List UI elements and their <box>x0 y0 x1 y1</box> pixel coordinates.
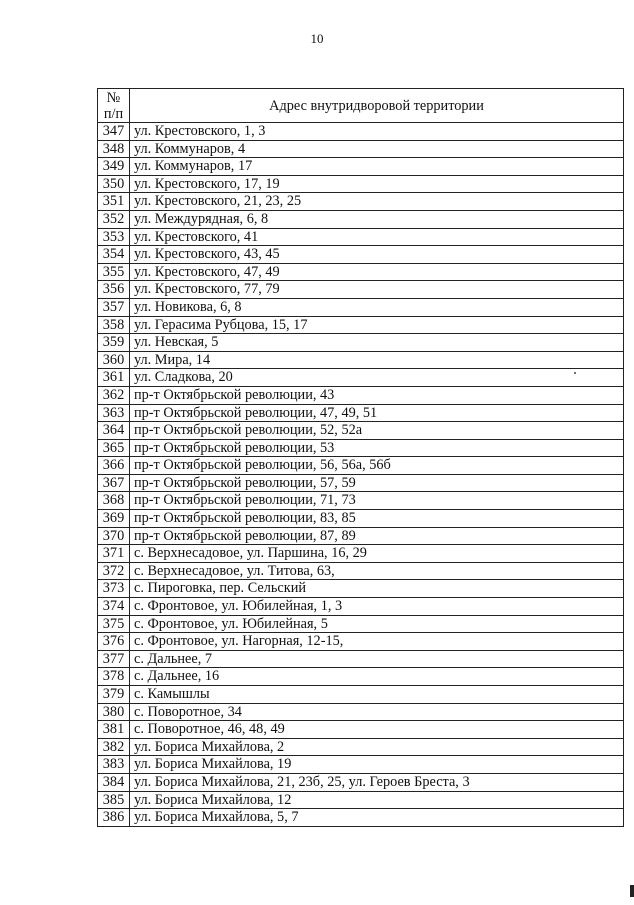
row-address: ул. Бориса Михайлова, 12 <box>130 791 624 809</box>
row-address: с. Фронтовое, ул. Нагорная, 12-15, <box>130 633 624 651</box>
row-number: 354 <box>98 246 130 264</box>
header-address: Адрес внутридворовой территории <box>130 89 624 123</box>
row-number: 378 <box>98 668 130 686</box>
row-address: пр-т Октябрьской революции, 71, 73 <box>130 492 624 510</box>
table-row <box>98 562 624 580</box>
row-number: 352 <box>98 210 130 228</box>
header-number <box>98 89 130 123</box>
table-row <box>98 615 624 633</box>
table-row <box>98 633 624 651</box>
row-address: ул. Крестовского, 17, 19 <box>130 175 624 193</box>
table-row <box>98 686 624 704</box>
table-row <box>98 175 624 193</box>
table-row <box>98 650 624 668</box>
row-address: с. Дальнее, 7 <box>130 650 624 668</box>
row-number: 386 <box>98 809 130 827</box>
row-number: 372 <box>98 562 130 580</box>
table-row <box>98 738 624 756</box>
row-address: с. Пироговка, пер. Сельский <box>130 580 624 598</box>
row-number: 353 <box>98 228 130 246</box>
row-number: 358 <box>98 316 130 334</box>
row-address: с. Дальнее, 16 <box>130 668 624 686</box>
table-row <box>98 140 624 158</box>
table-row <box>98 545 624 563</box>
row-address: ул. Крестовского, 41 <box>130 228 624 246</box>
row-number: 369 <box>98 510 130 528</box>
table-row <box>98 369 624 387</box>
row-number: 359 <box>98 334 130 352</box>
table-row <box>98 210 624 228</box>
table-body <box>98 123 624 827</box>
row-number: 380 <box>98 703 130 721</box>
row-address: ул. Коммунаров, 4 <box>130 140 624 158</box>
table-row <box>98 193 624 211</box>
row-address: ул. Крестовского, 47, 49 <box>130 263 624 281</box>
row-number: 370 <box>98 527 130 545</box>
row-address: с. Верхнесадовое, ул. Паршина, 16, 29 <box>130 545 624 563</box>
table-row <box>98 721 624 739</box>
row-number: 385 <box>98 791 130 809</box>
table-row <box>98 703 624 721</box>
row-address: ул. Бориса Михайлова, 2 <box>130 738 624 756</box>
row-address: ул. Невская, 5 <box>130 334 624 352</box>
row-number: 355 <box>98 263 130 281</box>
row-address: пр-т Октябрьской революции, 53 <box>130 439 624 457</box>
row-address: с. Поворотное, 46, 48, 49 <box>130 721 624 739</box>
table-row <box>98 492 624 510</box>
scan-dot-mark <box>574 372 576 374</box>
row-number: 377 <box>98 650 130 668</box>
row-number: 376 <box>98 633 130 651</box>
table-row <box>98 386 624 404</box>
row-address: пр-т Октябрьской революции, 47, 49, 51 <box>130 404 624 422</box>
row-address: ул. Крестовского, 21, 23, 25 <box>130 193 624 211</box>
table-row <box>98 527 624 545</box>
row-address: с. Фронтовое, ул. Юбилейная, 1, 3 <box>130 598 624 616</box>
table-row <box>98 439 624 457</box>
row-number: 371 <box>98 545 130 563</box>
row-address: пр-т Октябрьской революции, 43 <box>130 386 624 404</box>
page-number: 10 <box>310 31 324 46</box>
row-number: 360 <box>98 351 130 369</box>
row-address: ул. Междурядная, 6, 8 <box>130 210 624 228</box>
row-number: 373 <box>98 580 130 598</box>
row-number: 347 <box>98 123 130 141</box>
row-address: пр-т Октябрьской революции, 87, 89 <box>130 527 624 545</box>
row-number: 367 <box>98 474 130 492</box>
row-number: 379 <box>98 686 130 704</box>
row-number: 362 <box>98 386 130 404</box>
row-address: с. Камышлы <box>130 686 624 704</box>
row-address: ул. Крестовского, 43, 45 <box>130 246 624 264</box>
table-row <box>98 510 624 528</box>
row-address: пр-т Октябрьской революции, 57, 59 <box>130 474 624 492</box>
row-number: 348 <box>98 140 130 158</box>
row-address: ул. Герасима Рубцова, 15, 17 <box>130 316 624 334</box>
row-address: ул. Новикова, 6, 8 <box>130 298 624 316</box>
table-row <box>98 246 624 264</box>
table-row <box>98 316 624 334</box>
row-address: с. Верхнесадовое, ул. Титова, 63, <box>130 562 624 580</box>
table-row <box>98 668 624 686</box>
row-address: ул. Бориса Михайлова, 21, 23б, 25, ул. Героев Бреста, 3 <box>130 773 624 791</box>
row-number: 364 <box>98 422 130 440</box>
table-row <box>98 580 624 598</box>
row-number: 356 <box>98 281 130 299</box>
row-address: ул. Бориса Михайлова, 5, 7 <box>130 809 624 827</box>
row-number: 381 <box>98 721 130 739</box>
row-address: пр-т Октябрьской революции, 83, 85 <box>130 510 624 528</box>
row-number: 384 <box>98 773 130 791</box>
row-number: 366 <box>98 457 130 475</box>
row-number: 375 <box>98 615 130 633</box>
row-address: ул. Мира, 14 <box>130 351 624 369</box>
table-row <box>98 773 624 791</box>
table-row <box>98 756 624 774</box>
row-number: 365 <box>98 439 130 457</box>
table-row <box>98 598 624 616</box>
row-number: 349 <box>98 158 130 176</box>
row-number: 357 <box>98 298 130 316</box>
row-number: 368 <box>98 492 130 510</box>
row-address: ул. Крестовского, 77, 79 <box>130 281 624 299</box>
row-number: 374 <box>98 598 130 616</box>
row-address: ул. Бориса Михайлова, 19 <box>130 756 624 774</box>
row-address: пр-т Октябрьской революции, 56, 56а, 56б <box>130 457 624 475</box>
table-row <box>98 457 624 475</box>
row-number: 383 <box>98 756 130 774</box>
row-number: 382 <box>98 738 130 756</box>
row-address: пр-т Октябрьской революции, 52, 52а <box>130 422 624 440</box>
row-address: ул. Сладкова, 20 <box>130 369 624 387</box>
row-address: ул. Крестовского, 1, 3 <box>130 123 624 141</box>
table-row <box>98 809 624 827</box>
address-table <box>97 88 624 827</box>
header-number-symbol: № <box>106 89 121 106</box>
row-number: 363 <box>98 404 130 422</box>
table-row <box>98 404 624 422</box>
table-row <box>98 791 624 809</box>
table-header-row <box>98 89 624 123</box>
scan-edge-mark <box>630 885 634 897</box>
table-row <box>98 158 624 176</box>
row-number: 351 <box>98 193 130 211</box>
table-row <box>98 298 624 316</box>
table-row <box>98 263 624 281</box>
table-row <box>98 123 624 141</box>
table-row <box>98 334 624 352</box>
table-row <box>98 351 624 369</box>
row-address: с. Поворотное, 34 <box>130 703 624 721</box>
table-row <box>98 422 624 440</box>
table-row <box>98 281 624 299</box>
header-number-abbrev: п/п <box>103 105 124 122</box>
row-number: 361 <box>98 369 130 387</box>
row-number: 350 <box>98 175 130 193</box>
table-row <box>98 228 624 246</box>
row-address: ул. Коммунаров, 17 <box>130 158 624 176</box>
row-address: с. Фронтовое, ул. Юбилейная, 5 <box>130 615 624 633</box>
table-row <box>98 474 624 492</box>
